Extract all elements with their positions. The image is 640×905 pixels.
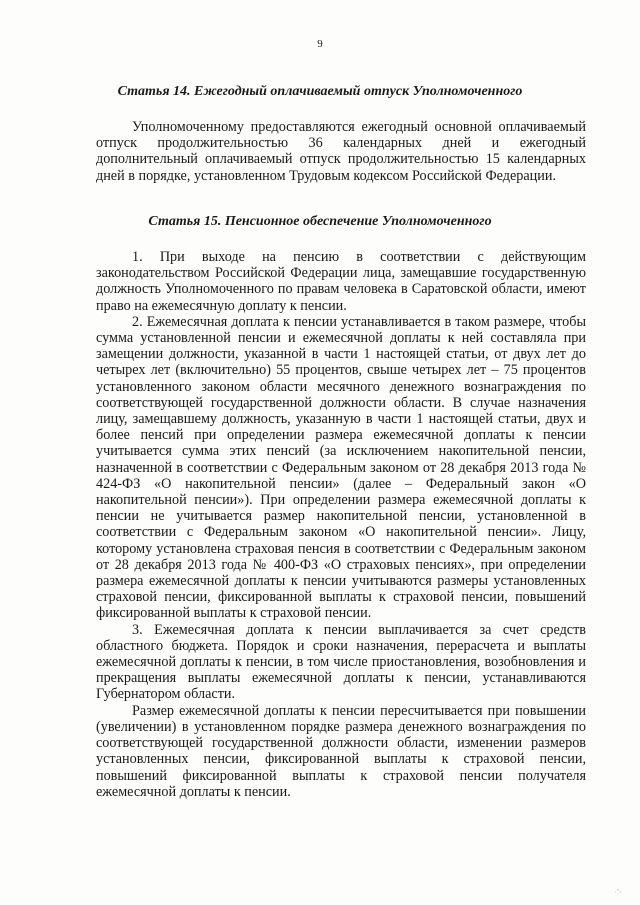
article-14-heading: Статья 14. Ежегодный оплачиваемый отпуск Уполномоченного [117, 84, 523, 99]
article-15-paragraph-3: 3. Ежемесячная доплата к пенсии выплачивается за счет средств областного бюджета. Порядок и сроки назначения, перерасчета и выплаты ежемесячной доплаты к пенсии, в том числе приостановления, возобновления и прекращения выплаты ежемесячной доплаты к пенсии, устанавливаются Губернатором области. [96, 621, 586, 703]
article-14-body [96, 119, 586, 184]
corner-mark: ·ˆ· [614, 888, 622, 897]
article-14-paragraph: Уполномоченному предоставляются ежегодный основной оплачиваемый отпуск продолжительностью 36 календарных дней и ежегодный дополнительный оплачиваемый отпуск продолжительностью 15 календарных дней в порядке, установленном Трудовым кодексом Российской Федерации. [96, 119, 586, 184]
article-15-paragraph-4: Размер ежемесячной доплаты к пенсии пересчитывается при повышении (увеличении) в установленном порядке размера денежного вознаграждения по соответствующей государственной должности области, изменении размеров установленных пенсии, фиксированной выплаты к страховой пенсии, повышений фиксированной выплаты к страховой пенсии получателя ежемесячной доплаты к пенсии. [96, 702, 586, 800]
page-number: 9 [317, 38, 323, 50]
article-15-body [96, 249, 586, 800]
article-15-paragraph-1: 1. При выходе на пенсию в соответствии с действующим законодательством Российской Федерации лица, замещавшие государственную должность Уполномоченного по правам человека в Саратовской области, имеют право на ежемесячную доплату к пенсии. [96, 249, 586, 314]
article-15-heading: Статья 15. Пенсионное обеспечение Уполномоченного [148, 214, 492, 229]
article-15-paragraph-2: 2. Ежемесячная доплата к пенсии устанавливается в таком размере, чтобы сумма установленной пенсии и ежемесячной доплаты к ней составляла при замещении должности, указанной в части 1 настоящей статьи, от двух лет до четырех лет (включительно) 55 процентов, свыше четырех лет – 75 процентов установленного законом области месячного денежного вознаграждения по соответствующей государственной должности области. В случае назначения лицу, замещавшему должность, указанную в части 1 настоящей статьи, двух и более пенсий при определении размера ежемесячной доплаты к пенсии учитывается сумма этих пенсий (за исключением накопительной пенсии, назначенной в соответствии с Федеральным законом от 28 декабря 2013 года № 424-ФЗ «О накопительной пенсии» (далее – Федеральный закон «О накопительной пенсии»). При определении размера ежемесячной доплаты к пенсии не учитывается размер накопительной пенсии, установленной в соответствии с Федеральным законом «О накопительной пенсии». Лицу, которому установлена страховая пенсия в соответствии с Федеральным законом от 28 декабря 2013 года № 400-ФЗ «О страховых пенсиях», при определении размера ежемесячной доплаты к пенсии учитываются размеры установленных страховой пенсии, фиксированной выплаты к страховой пенсии, повышений фиксированной выплаты к страховой пенсии. [96, 313, 586, 622]
